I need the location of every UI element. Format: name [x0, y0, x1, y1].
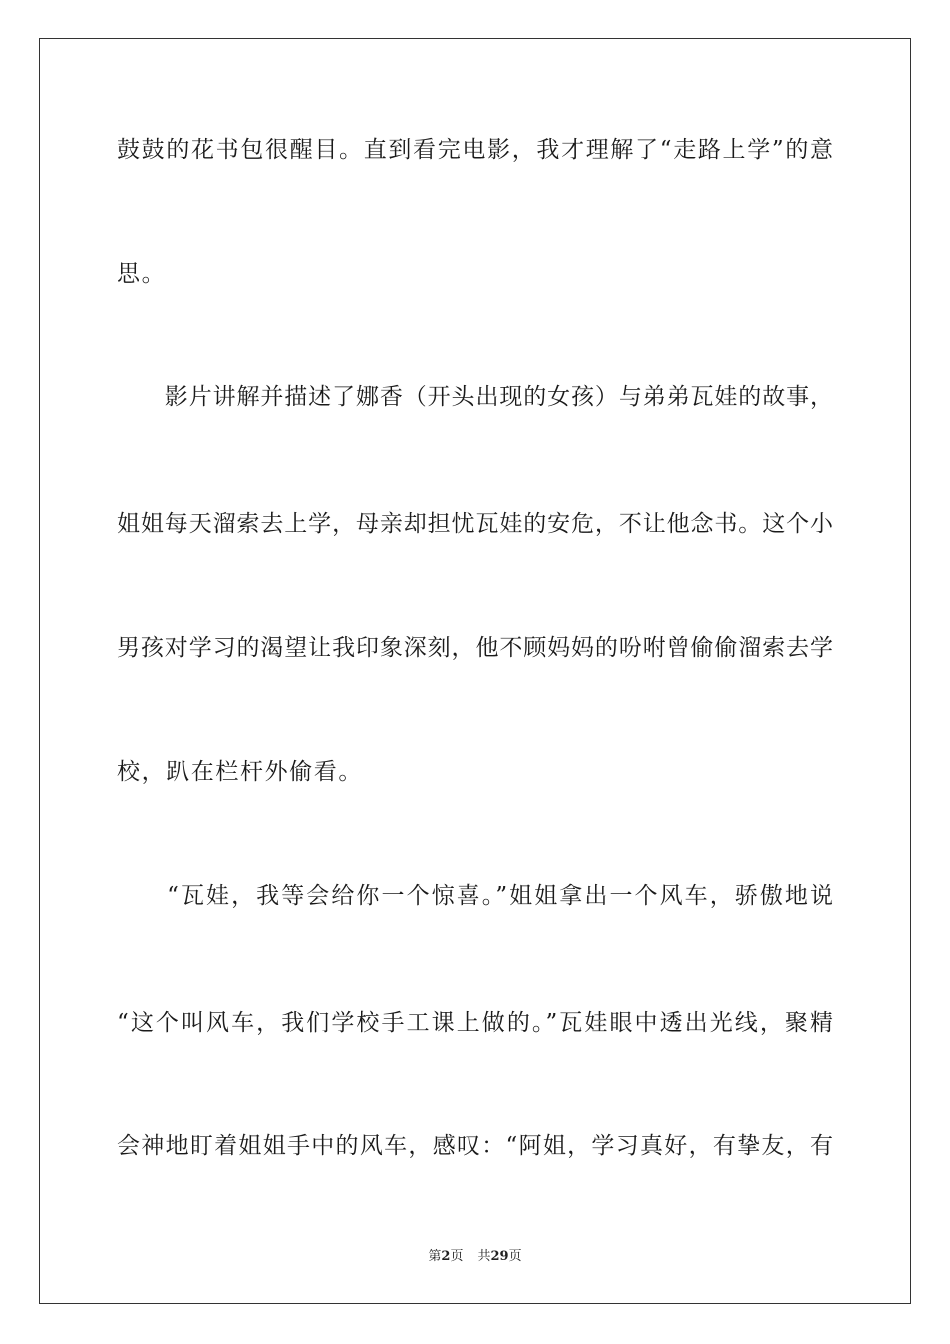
text-line-4: 姐姐每天溜索去上学，母亲却担忧瓦娃的安危，不让他念书。这个小	[117, 511, 833, 537]
text-line-2: 思。	[117, 261, 167, 287]
page-total: 29	[490, 1249, 509, 1264]
text-line-9: 会神地盯着姐姐手中的风车，感叹：“阿姐，学习真好，有挚友，有	[117, 1133, 833, 1159]
total-prefix: 共	[477, 1249, 491, 1264]
text-line-7: “瓦娃，我等会给你一个惊喜。”姐姐拿出一个风车，骄傲地说	[117, 883, 833, 909]
total-suffix: 页	[508, 1249, 522, 1264]
page-prefix: 第	[428, 1249, 442, 1264]
text-line-5: 男孩对学习的渴望让我印象深刻，他不顾妈妈的吩咐曾偷偷溜索去学	[117, 635, 833, 661]
text-line-3: 影片讲解并描述了娜香（开头出现的女孩）与弟弟瓦娃的故事，	[117, 384, 833, 410]
page-border	[39, 38, 911, 1304]
page-suffix: 页	[450, 1249, 464, 1264]
page-current: 2	[441, 1249, 451, 1264]
text-line-6: 校，趴在栏杆外偷看。	[117, 759, 363, 785]
page-footer	[0, 1248, 950, 1266]
text-line-8: “这个叫风车，我们学校手工课上做的。”瓦娃眼中透出光线，聚精	[117, 1010, 833, 1036]
text-line-1: 鼓鼓的花书包很醒目。直到看完电影，我才理解了“走路上学”的意	[117, 137, 833, 163]
